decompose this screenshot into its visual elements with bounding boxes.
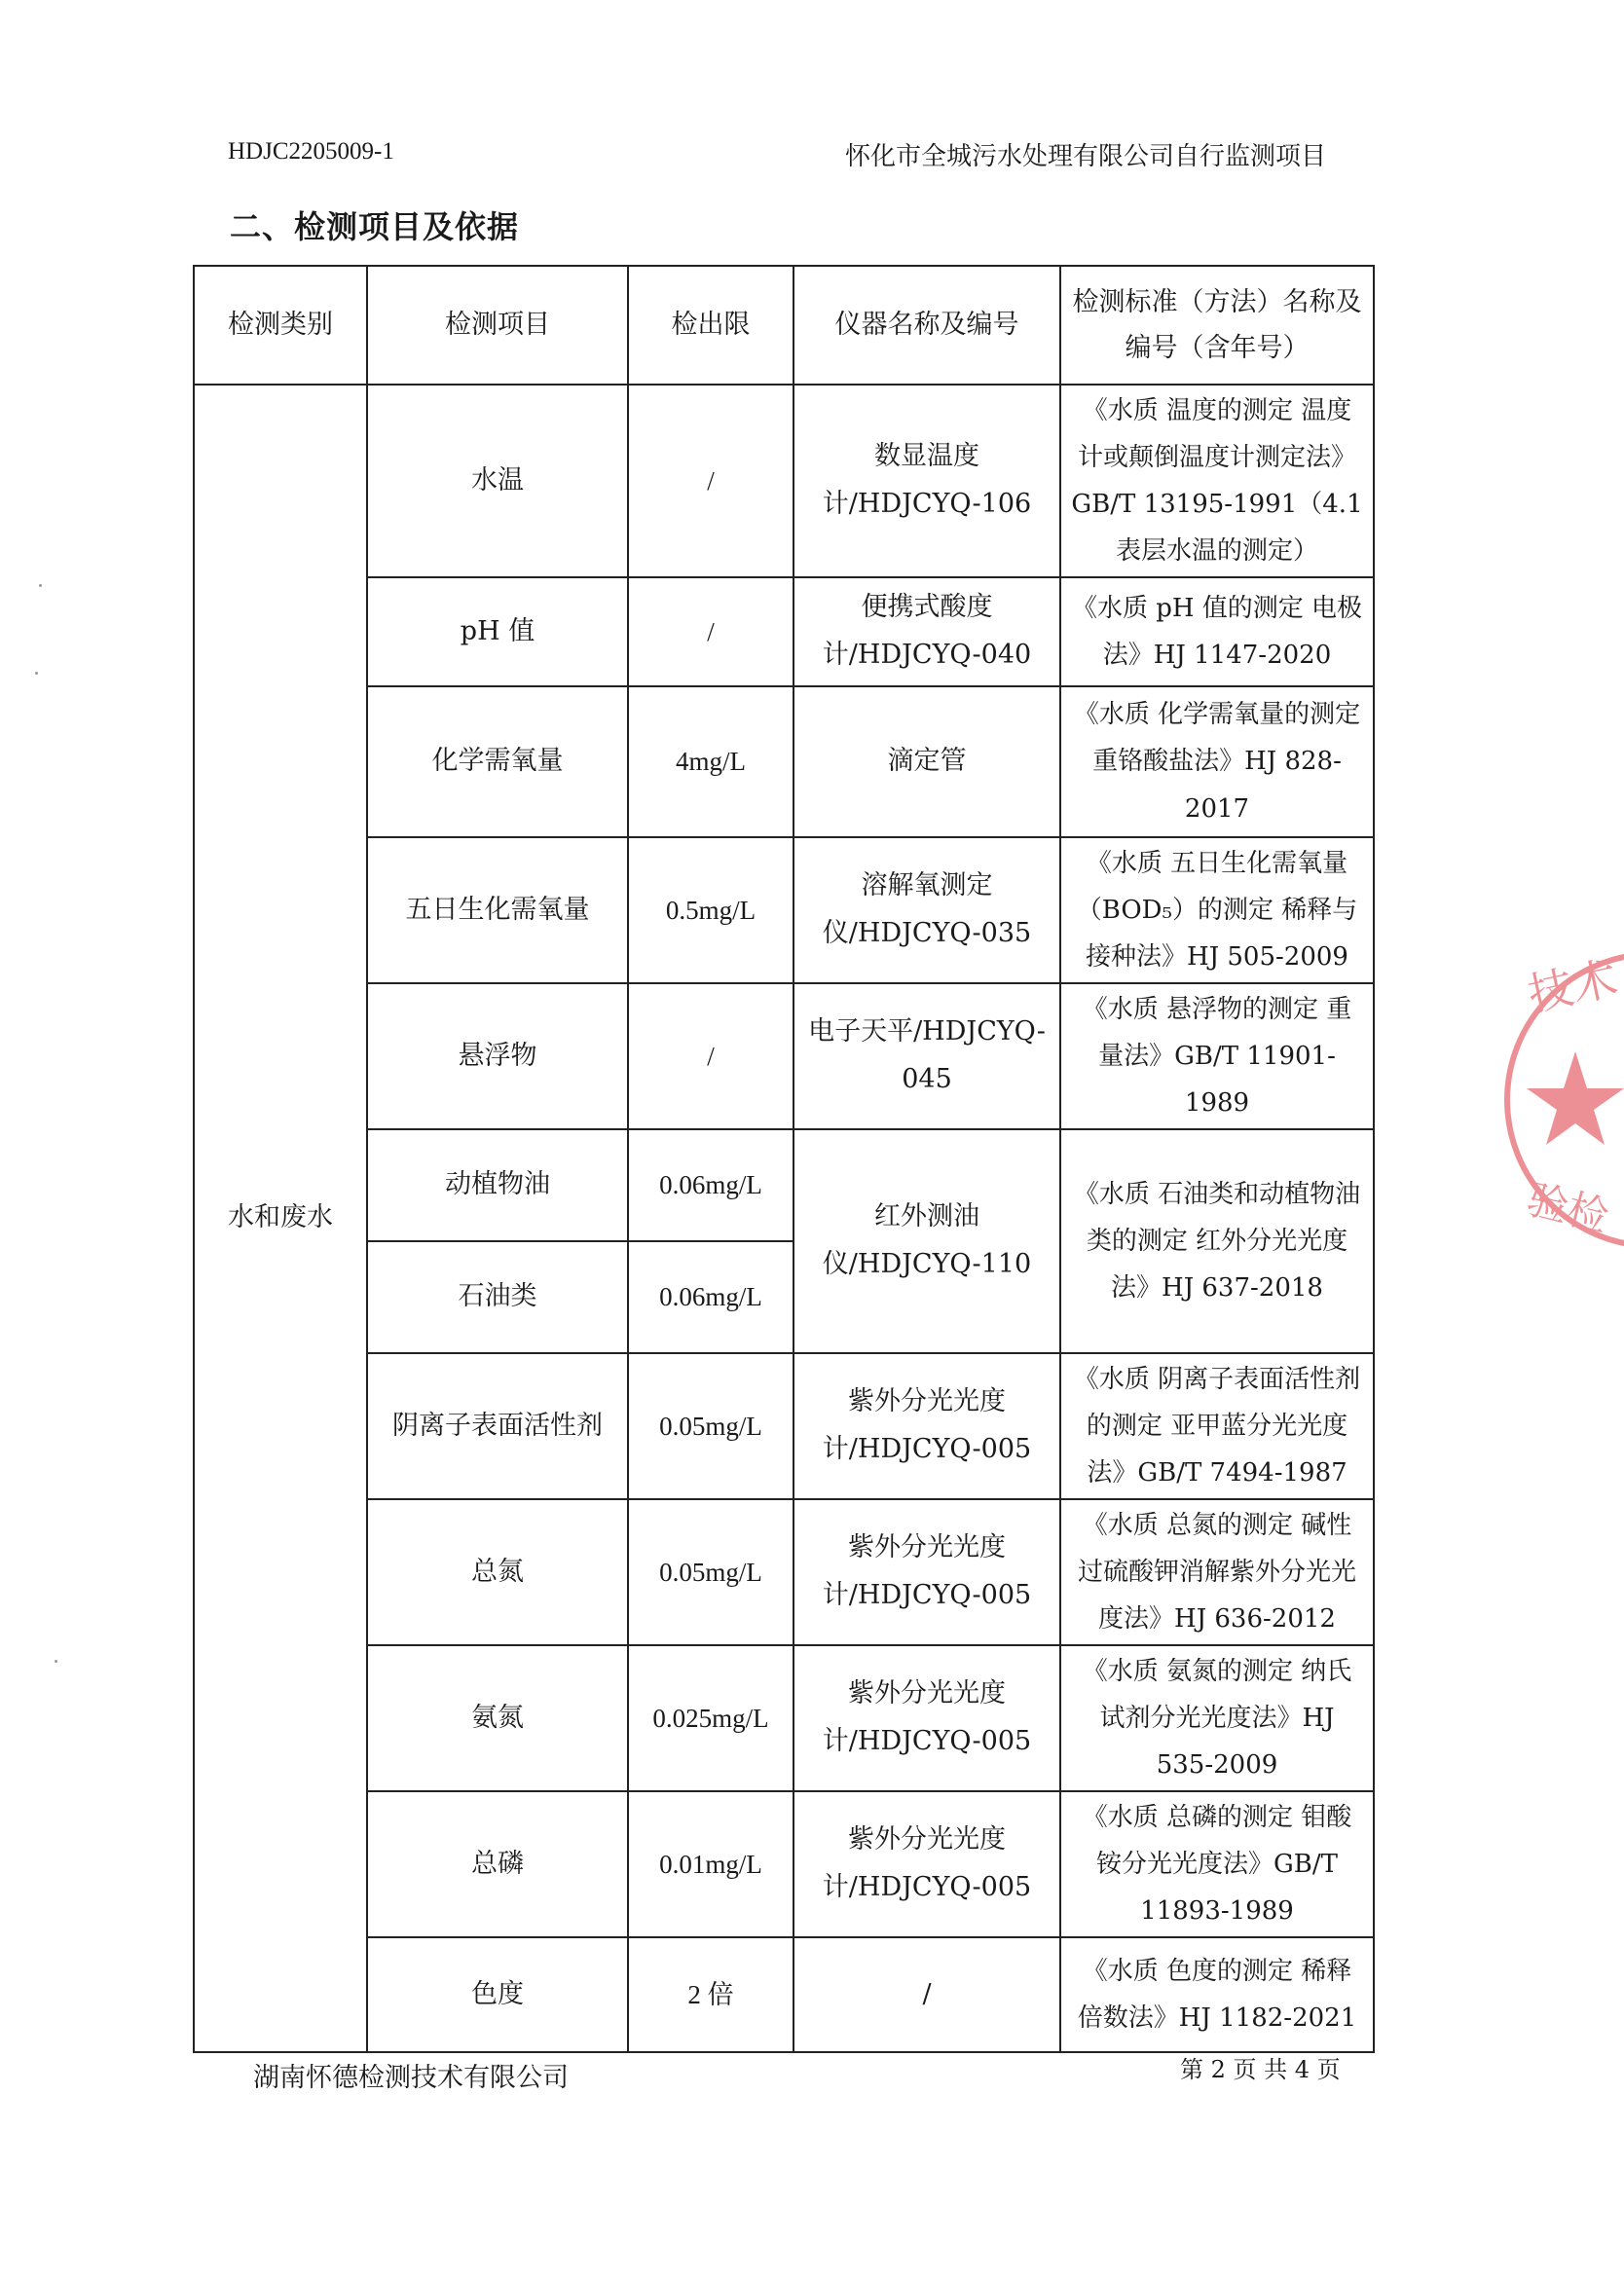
table-header-row <box>194 266 1374 385</box>
item-cell: 五日生化需氧量 <box>367 837 628 983</box>
item-cell: 总氮 <box>367 1499 628 1645</box>
col-header-instrument: 仪器名称及编号 <box>794 266 1060 385</box>
standard-cell: 《水质 悬浮物的测定 重量法》GB/T 11901-1989 <box>1060 983 1374 1129</box>
standard-cell: 《水质 五日生化需氧量（BOD₅）的测定 稀释与接种法》HJ 505-2009 <box>1060 837 1374 983</box>
instrument-cell: 电子天平/HDJCYQ-045 <box>794 983 1060 1129</box>
page-number: 第 2 页 共 4 页 <box>1180 2056 1341 2083</box>
stamp-star-icon <box>1527 1051 1624 1145</box>
item-cell: 总磷 <box>367 1791 628 1937</box>
stamp-text-top: 技术 <box>1523 951 1622 1022</box>
item-cell: 悬浮物 <box>367 983 628 1129</box>
standard-cell: 《水质 温度的测定 温度计或颠倒温度计测定法》GB/T 13195-1991（4.1表层水温的测定） <box>1060 385 1374 577</box>
category-cell: 水和废水 <box>194 385 367 2052</box>
instrument-cell: 紫外分光光度计/HDJCYQ-005 <box>794 1499 1060 1645</box>
col-header-category: 检测类别 <box>194 266 367 385</box>
stamp-text-bottom: 验检 <box>1522 1175 1614 1241</box>
standard-cell: 《水质 氨氮的测定 纳氏试剂分光光度法》HJ 535-2009 <box>1060 1645 1374 1791</box>
item-cell: 阴离子表面活性剂 <box>367 1353 628 1499</box>
item-cell: 氨氮 <box>367 1645 628 1791</box>
limit-cell: 0.5mg/L <box>628 837 794 983</box>
standard-cell: 《水质 石油类和动植物油类的测定 红外分光光度法》HJ 637-2018 <box>1060 1129 1374 1353</box>
detection-items-table <box>193 265 1373 2053</box>
section-title: 二、检测项目及依据 <box>230 208 520 245</box>
table-row <box>194 577 1374 686</box>
limit-cell: / <box>628 577 794 686</box>
instrument-cell: 溶解氧测定仪/HDJCYQ-035 <box>794 837 1060 983</box>
limit-cell: / <box>628 983 794 1129</box>
limit-cell: 0.025mg/L <box>628 1645 794 1791</box>
limit-cell: / <box>628 385 794 577</box>
instrument-cell: 数显温度计/HDJCYQ-106 <box>794 385 1060 577</box>
instrument-cell: 便携式酸度计/HDJCYQ-040 <box>794 577 1060 686</box>
instrument-cell: 红外测油仪/HDJCYQ-110 <box>794 1129 1060 1353</box>
limit-cell: 0.05mg/L <box>628 1353 794 1499</box>
item-cell: pH 值 <box>367 577 628 686</box>
table-row <box>194 983 1374 1129</box>
instrument-cell: 紫外分光光度计/HDJCYQ-005 <box>794 1353 1060 1499</box>
limit-cell: 2 倍 <box>628 1937 794 2052</box>
instrument-cell: / <box>794 1937 1060 2052</box>
standard-cell: 《水质 化学需氧量的测定 重铬酸盐法》HJ 828-2017 <box>1060 686 1374 837</box>
limit-cell: 0.06mg/L <box>628 1241 794 1353</box>
header-title: 怀化市全城污水处理有限公司自行监测项目 <box>844 142 1326 171</box>
item-cell: 动植物油 <box>367 1129 628 1241</box>
standard-cell: 《水质 总氮的测定 碱性过硫酸钾消解紫外分光光度法》HJ 636-2012 <box>1060 1499 1374 1645</box>
standard-cell: 《水质 色度的测定 稀释倍数法》HJ 1182-2021 <box>1060 1937 1374 2052</box>
table-row <box>194 686 1374 837</box>
standard-cell: 《水质 总磷的测定 钼酸铵分光光度法》GB/T 11893-1989 <box>1060 1791 1374 1937</box>
report-number: HDJC2205009-1 <box>228 138 394 165</box>
scan-speck <box>35 672 38 675</box>
limit-cell: 0.05mg/L <box>628 1499 794 1645</box>
stamp-seal <box>1507 935 1624 1266</box>
table-row <box>194 1645 1374 1791</box>
scan-speck <box>39 584 42 587</box>
instrument-cell: 紫外分光光度计/HDJCYQ-005 <box>794 1645 1060 1791</box>
limit-cell: 4mg/L <box>628 686 794 837</box>
item-cell: 石油类 <box>367 1241 628 1353</box>
scan-speck <box>55 1660 57 1663</box>
standard-cell: 《水质 阴离子表面活性剂的测定 亚甲蓝分光光度法》GB/T 7494-1987 <box>1060 1353 1374 1499</box>
table-row <box>194 1791 1374 1937</box>
col-header-limit: 检出限 <box>628 266 794 385</box>
item-cell: 水温 <box>367 385 628 577</box>
limit-cell: 0.06mg/L <box>628 1129 794 1241</box>
table-row <box>194 1129 1374 1241</box>
instrument-cell: 紫外分光光度计/HDJCYQ-005 <box>794 1791 1060 1937</box>
table-row <box>194 1937 1374 2052</box>
col-header-standard: 检测标准（方法）名称及编号（含年号） <box>1060 266 1374 385</box>
standard-cell: 《水质 pH 值的测定 电极法》HJ 1147-2020 <box>1060 577 1374 686</box>
limit-cell: 0.01mg/L <box>628 1791 794 1937</box>
table-row <box>194 1499 1374 1645</box>
item-cell: 色度 <box>367 1937 628 2052</box>
table-row <box>194 1353 1374 1499</box>
item-cell: 化学需氧量 <box>367 686 628 837</box>
table-row <box>194 385 1374 577</box>
table-row <box>194 837 1374 983</box>
footer-company: 湖南怀德检测技术有限公司 <box>253 2063 569 2093</box>
col-header-item: 检测项目 <box>367 266 628 385</box>
instrument-cell: 滴定管 <box>794 686 1060 837</box>
